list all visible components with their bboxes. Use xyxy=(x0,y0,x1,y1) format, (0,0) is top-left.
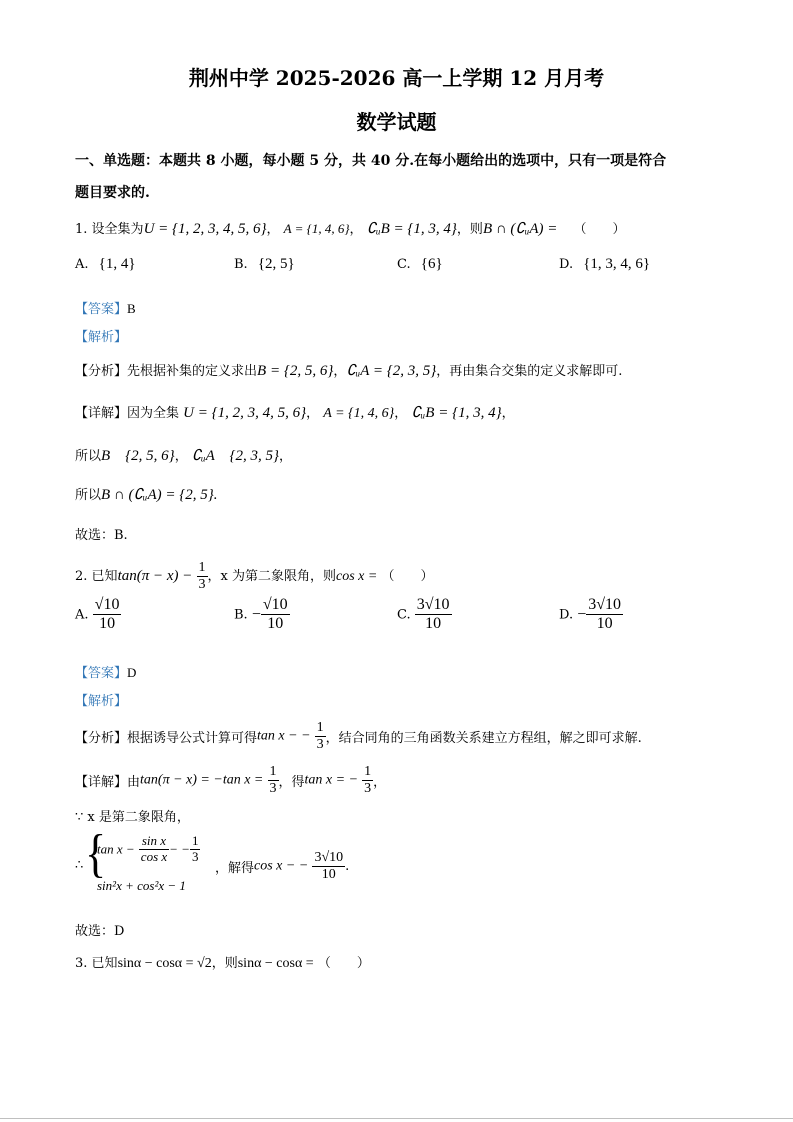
so-text: 所以 xyxy=(75,449,102,464)
frac-num: 3√10 xyxy=(415,596,452,615)
option-value: {6} xyxy=(420,256,443,272)
frac-num: √10 xyxy=(261,596,290,615)
frac-den: cos x xyxy=(140,848,168,864)
frac-den: 3 xyxy=(316,737,324,753)
q2-detail xyxy=(75,764,386,797)
q3-paren: （ ） xyxy=(317,956,370,971)
q1-option-d xyxy=(559,256,650,273)
q3-stem xyxy=(75,952,370,972)
detail-text: 由 xyxy=(127,775,141,791)
option-sign: − xyxy=(577,605,587,623)
q2-choose: 故选：D xyxy=(75,924,125,939)
answer-tag: 【答案】 xyxy=(75,302,128,317)
section-heading-cont: 题目要求的. xyxy=(75,185,150,201)
frac-den: 3 xyxy=(191,848,199,864)
q1-expr: B ∩ (∁ᵤA) = xyxy=(482,221,558,237)
q1-number: 1. xyxy=(75,222,88,237)
frac-num: sin x xyxy=(139,834,169,850)
system-line-1 xyxy=(97,834,200,865)
q1-analysis: 【分析】先根据补集的定义求出B = {2, 5, 6}，∁ᵤA = {2, 3, 5}，再由集合交集的定义求解即可. xyxy=(75,363,623,379)
detail-CB: ∁ᵤB = {1, 3, 4} xyxy=(411,405,502,421)
option-fraction xyxy=(261,596,290,634)
option-label: C. xyxy=(397,257,411,272)
q3-number: 3. xyxy=(75,956,88,971)
q1-option-a xyxy=(75,256,136,273)
answer-tag: 【答案】 xyxy=(75,666,128,681)
frac-num: 1 xyxy=(315,720,326,737)
q2-frac xyxy=(197,560,208,593)
frac-den: 3 xyxy=(364,781,372,797)
frac-den: 3 xyxy=(269,781,277,797)
option-value: {1, 4} xyxy=(98,256,136,272)
q3-ask: sinα − cosα = xyxy=(237,956,314,971)
q1-so2 xyxy=(75,484,217,504)
option-fraction xyxy=(586,596,623,634)
exam-title: 荆州中学 2025-2026 高一上学期 12 月月考 xyxy=(188,66,605,90)
answer-value: B xyxy=(127,301,136,316)
q2-number: 2. xyxy=(75,569,88,585)
q1-choose: 故选：B. xyxy=(75,528,128,543)
q2-jiexi-tag: 【解析】 xyxy=(75,694,128,709)
system-line-2: sin²x + cos²x − 1 xyxy=(97,878,186,893)
q1-so1: 所以B {2, 5, 6}， ∁ᵤA {2, 3, 5}， xyxy=(75,448,293,464)
frac-den: 10 xyxy=(596,615,613,633)
q2-option-a xyxy=(75,596,121,634)
analysis-tag: 【分析】 xyxy=(75,731,128,747)
q2-answer xyxy=(75,662,136,681)
detail-eq2: tan x = − xyxy=(304,772,359,788)
option-label: A. xyxy=(75,257,89,272)
detail-A: A = {1, 4, 6} xyxy=(323,406,395,421)
frac-den: 10 xyxy=(99,615,116,633)
solve-frac xyxy=(312,850,345,883)
option-label: A. xyxy=(75,607,89,623)
analysis-end: ，结合同角的三角函数关系建立方程组，解之即可求解. xyxy=(325,731,642,747)
system-solve xyxy=(215,850,349,883)
detail-end: ， xyxy=(373,775,387,791)
option-fraction xyxy=(93,596,122,634)
detail-eq: tan(π − x) = −tan x = xyxy=(140,772,264,788)
brace-icon: { xyxy=(85,824,107,883)
so1-B: B {2, 5, 6} xyxy=(101,448,175,464)
q1-stem: 1. 设全集为U = {1, 2, 3, 4, 5, 6}， A = {1, 4, 6}， ∁ᵤB = {1, 3, 4}，则B ∩ (∁ᵤA) = （ ） xyxy=(75,221,626,237)
so2-expr: B ∩ (∁ᵤA) = {2, 5}. xyxy=(101,487,218,503)
detail-frac2 xyxy=(362,764,373,797)
q2-ask: cos x = xyxy=(336,569,378,585)
frac-den: 10 xyxy=(425,615,442,633)
q1-paren: （ ） xyxy=(573,222,626,237)
detail-U: U = {1, 2, 3, 4, 5, 6} xyxy=(183,405,307,421)
q2-lead: 已知 xyxy=(91,569,118,585)
q1-CB-set: ∁ᵤB = {1, 3, 4} xyxy=(366,221,457,237)
sys-line1-frac2 xyxy=(190,834,201,865)
q1-option-b xyxy=(234,256,295,273)
q2-analysis xyxy=(75,720,642,753)
q1-answer xyxy=(75,298,136,317)
sys-line1-frac xyxy=(139,834,169,865)
detail-tag: 【详解】 xyxy=(75,406,128,421)
analysis-text: 根据诱导公式计算可得 xyxy=(127,731,258,747)
exam-subtitle: 数学试题 xyxy=(356,110,437,134)
page-bottom-divider xyxy=(0,1118,793,1119)
option-label: B. xyxy=(234,257,248,272)
q1-A-set: A = {1, 4, 6} xyxy=(283,221,350,236)
q3-then: ，则 xyxy=(211,956,238,971)
option-fraction xyxy=(415,596,452,634)
detail-text: 因为全集 xyxy=(127,406,180,421)
frac-num: 3√10 xyxy=(312,850,345,867)
q1-jiexi-tag: 【解析】 xyxy=(75,330,128,345)
sys-line1-mid: − − xyxy=(169,841,190,857)
q2-stem xyxy=(75,560,433,593)
analysis-CA: ∁ᵤA = {2, 3, 5} xyxy=(346,363,437,379)
frac-num: 1 xyxy=(191,833,199,848)
frac-num: √10 xyxy=(93,596,122,615)
option-label: C. xyxy=(397,607,411,623)
so-text: 所以 xyxy=(75,488,102,503)
q1-option-c xyxy=(397,256,443,273)
q2-option-c xyxy=(397,596,452,634)
analysis-frac xyxy=(315,720,326,753)
detail-mid: ，得 xyxy=(278,775,305,791)
therefore-symbol: ∴ xyxy=(75,858,84,873)
option-value: {1, 3, 4, 6} xyxy=(583,256,651,272)
analysis-text: 先根据补集的定义求出 xyxy=(127,364,258,379)
solve-eq: cos x − − xyxy=(254,858,309,874)
answer-value: D xyxy=(127,665,137,680)
analysis-B: B = {2, 5, 6} xyxy=(257,363,334,379)
sys-line1-pre: tan x − xyxy=(97,841,135,857)
q1-detail: 【详解】因为全集 U = {1, 2, 3, 4, 5, 6}， A = {1, 4, 6}， ∁ᵤB = {1, 3, 4}， xyxy=(75,405,515,421)
q2-paren: （ ） xyxy=(381,569,434,585)
option-label: D. xyxy=(559,257,574,272)
solve-text: ，解得 xyxy=(215,861,255,877)
detail-tag: 【详解】 xyxy=(75,775,128,791)
q3-lead: 已知 xyxy=(91,956,118,971)
q1-U-set: U = {1, 2, 3, 4, 5, 6} xyxy=(143,221,267,237)
q1-then: ，则 xyxy=(456,222,483,237)
option-label: B. xyxy=(234,607,248,623)
section-heading: 一、单选题：本题共 8 小题，每小题 5 分，共 40 分.在每小题给出的选项中，只有一项是符合 xyxy=(75,153,667,169)
q2-because: ∵ x 是第二象限角， xyxy=(75,810,190,825)
q2-cond: tan(π − x) − xyxy=(117,568,193,585)
q2-option-d xyxy=(559,596,623,634)
frac-den: 10 xyxy=(267,615,284,633)
frac-num: 1 xyxy=(268,764,279,781)
analysis-eq: tan x − − xyxy=(257,728,311,744)
frac-num: 3√10 xyxy=(586,596,623,615)
solve-end: . xyxy=(345,859,350,875)
frac-den: 10 xyxy=(321,867,336,883)
analysis-end: ，再由集合交集的定义求解即可. xyxy=(436,364,623,379)
option-label: D. xyxy=(559,607,574,623)
frac-num: 1 xyxy=(197,560,208,577)
q3-cond: sinα − cosα = √2 xyxy=(117,956,212,971)
detail-frac1 xyxy=(268,764,279,797)
frac-den: 3 xyxy=(198,577,206,593)
option-value: {2, 5} xyxy=(257,256,295,272)
frac-num: 1 xyxy=(362,764,373,781)
analysis-tag: 【分析】 xyxy=(75,364,128,379)
q2-cond-post: ，x 为第二象限角，则 xyxy=(207,569,336,585)
so1-CA: ∁ᵤA {2, 3, 5} xyxy=(191,448,280,464)
q2-option-b xyxy=(234,596,290,634)
q1-lead: 设全集为 xyxy=(91,222,144,237)
option-sign: − xyxy=(251,605,261,623)
